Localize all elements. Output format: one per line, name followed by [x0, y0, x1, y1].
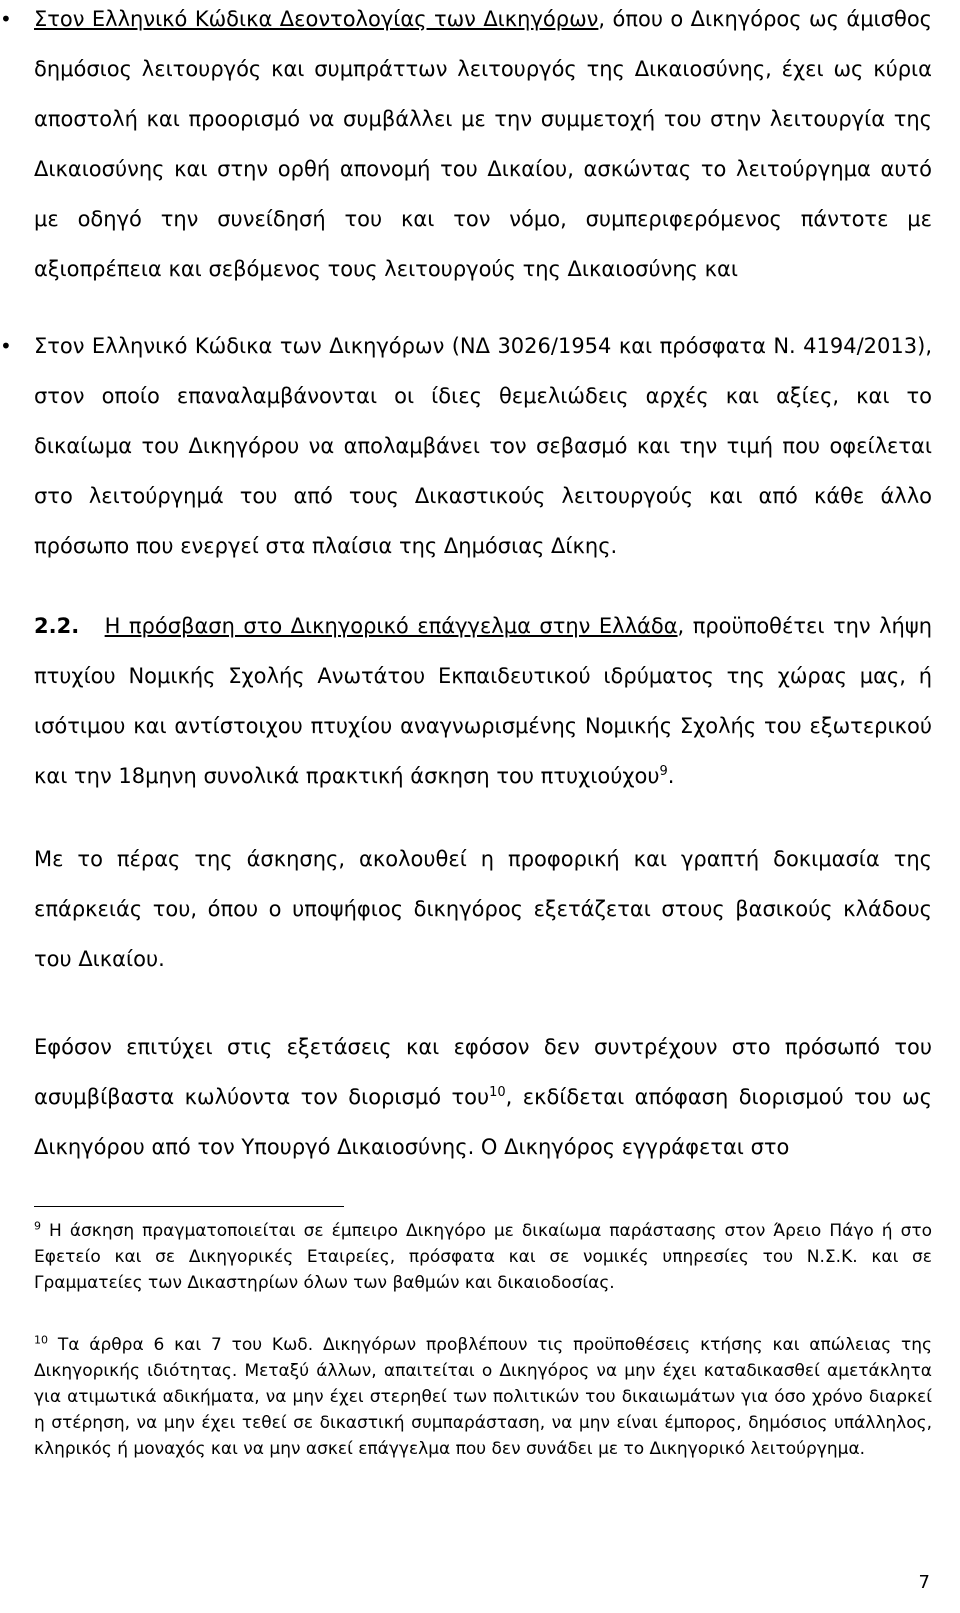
footnote-number: 10	[34, 1333, 48, 1347]
footnote-10	[34, 1332, 932, 1462]
footnote-number: 9	[34, 1219, 41, 1233]
page-number: 7	[918, 1572, 930, 1593]
footnote-text: Τα άρθρα 6 και 7 του Κωδ. Δικηγόρων προβλέπουν τις προϋποθέσεις κτήσης και απώλειας της Δικηγορικής ιδιότητας. Μεταξύ άλλων, απαιτείται ο Δικηγόρος να μην έχει καταδικασθεί αμετάκλητα για ατιμωτικά αδικήματα, να μην έχει στερηθεί των πολιτικών του δικαιωμάτων για όσο χρόνο διαρκεί η στέρηση, να μην έχει τεθεί σε δικαστική συμπαράσταση, να μην είναι έμπορος, δημόσιος υπάλληλος, κληρικός ή μοναχός και να μην ασκεί επάγγελμα που δεν συνάδει με το Δικηγορικό λειτούργημα.	[34, 1335, 932, 1459]
exam-paragraph: Με το πέρας της άσκησης, ακολουθεί η προφορική και γραπτή δοκιμασία της επάρκειάς του, όπου ο υποψήφιος δικηγόρος εξετάζεται στους βασικούς κλάδους του Δικαίου.	[34, 847, 932, 971]
footnote-ref[interactable]: 9	[659, 764, 668, 779]
bullet-text: Στον Ελληνικό Κώδικα των Δικηγόρων (ΝΔ 3026/1954 και πρόσφατα Ν. 4194/2013), στον οποίο επαναλαμβάνονται οι ίδιες θεμελιώδεις αρχές και αξίες, και το δικαίωμα του Δικηγόρου να απολαμβάνει τον σεβασμό και την τιμή που οφείλεται στο λειτούργημά του από τους Δικαστικούς λειτουργούς και από κάθε άλλο πρόσωπο που ενεργεί στα πλαίσια της Δημόσιας Δίκης.	[34, 334, 932, 558]
footnote-text: Η άσκηση πραγματοποιείται σε έμπειρο Δικηγόρο με δικαίωμα παράστασης στον Άρειο Πάγο ή στο Εφετείο και σε Δικηγορικές Εταιρείες, πρόσφατα και σε νομικές υπηρεσίες του Ν.Σ.Κ. και σε Γραμματείες των Δικαστηρίων όλων των βαθμών και δικαιοδοσίας.	[34, 1221, 932, 1293]
bullet-item	[0, 0, 932, 294]
footnote-9	[34, 1218, 932, 1296]
section-paragraph	[34, 601, 932, 801]
bullet-underlined-title: Στον Ελληνικό Κώδικα Δεοντολογίας των Δικηγόρων	[34, 7, 599, 31]
bullet-symbol: •	[0, 7, 12, 31]
footnote-ref[interactable]: 10	[489, 1085, 506, 1100]
appointment-text: Εφόσον επιτύχει στις εξετάσεις και εφόσον δεν συντρέχουν στο πρόσωπό του ασυμβίβαστα κωλύοντα τον διορισμό του	[34, 1035, 932, 1109]
section-heading: Η πρόσβαση στο Δικηγορικό επάγγελμα στην Ελλάδα	[104, 614, 678, 638]
section-end: .	[667, 764, 675, 788]
appointment-paragraph	[34, 1022, 932, 1172]
footnote-separator	[34, 1206, 344, 1207]
appointment-text-cont: , εκδίδεται απόφαση διορισμού του ως Δικηγόρου από τον Υπουργό Δικαιοσύνης. Ο Δικηγόρος εγγράφεται στο	[34, 1085, 932, 1159]
bullet-text: , όπου ο Δικηγόρος ως άμισθος δημόσιος λειτουργός και συμπράττων λειτουργός της Δικαιοσύνης, έχει ως κύρια αποστολή και προορισμό να συμβάλλει με την συμμετοχή του στην λειτουργία της Δικαιοσύνης και στην ορθή απονομή του Δικαίου, ασκώντας το λειτούργημα αυτό με οδηγό την συνείδησή του και τον νόμο, συμπεριφερόμενος πάντοτε με αξιοπρέπεια και σεβόμενος τους λειτουργούς της Δικαιοσύνης και	[34, 7, 932, 281]
section-number: 2.2.	[34, 614, 80, 638]
bullet-item	[0, 321, 932, 571]
bullet-symbol: •	[0, 334, 12, 358]
section-text: , προϋποθέτει την λήψη πτυχίου Νομικής Σχολής Ανωτάτου Εκπαιδευτικού ιδρύματος της χώρας μας, ή ισότιμου και αντίστοιχου πτυχίου αναγνωρισμένης Νομικής Σχολής του εξωτερικού και την 18μηνη συνολικά πρακτική άσκηση του πτυχιούχου	[34, 614, 933, 788]
